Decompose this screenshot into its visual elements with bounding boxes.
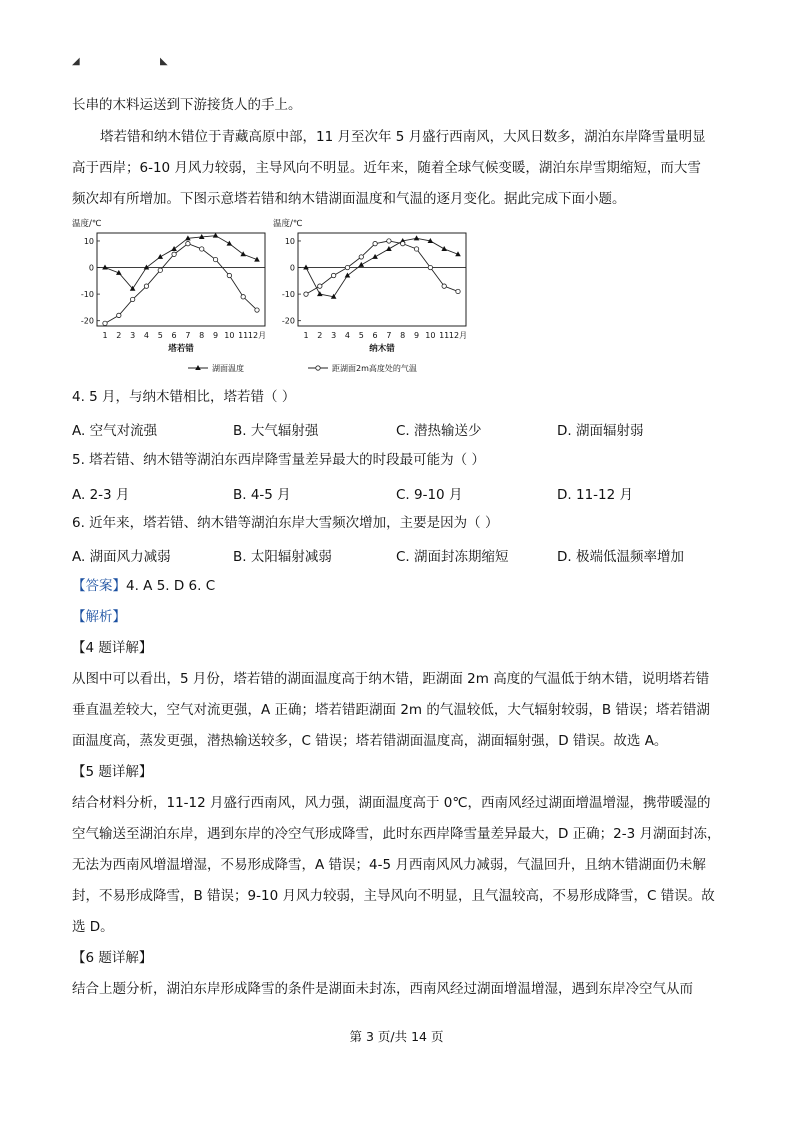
chart-1-series-1-point: [144, 265, 150, 270]
chart-1-series-2-point: [186, 241, 190, 245]
chart-1-series-1-point: [157, 254, 163, 259]
chart-2-series-2-point: [318, 284, 322, 288]
chart-2-ytick-label: -20: [281, 316, 295, 326]
temperature-figure: [70, 215, 490, 380]
chart-2-series-1-point: [345, 273, 351, 278]
chart-1-xtick-label: 2: [116, 331, 122, 340]
question-5-stem: 5. 塔若错、纳木错等湖泊东西岸降雪量差异最大的时段最可能为（ ）: [72, 452, 485, 468]
chart-1-xtick-label: 8: [199, 331, 205, 340]
chart-2-xtick-label: 11: [439, 331, 450, 340]
corner-mark-left: ◢: [72, 56, 80, 67]
chart-1-xtick-label: 11: [238, 331, 249, 340]
chart-1-ylabel: 温度/℃: [72, 219, 102, 229]
detail-5-line-2: 空气输送至湖泊东岸，遇到东岸的冷空气形成降雪，此时东西岸降雪量差异最大，D 正确；2-3 月湖面封冻，: [72, 826, 721, 842]
chart-1-xtick-label: 7: [185, 331, 191, 340]
detail-4-tag: 【4 题详解】: [72, 640, 153, 656]
q5-option-d: D. 11-12 月: [557, 487, 633, 503]
chart-2-series-2-point: [414, 247, 418, 251]
chart-1-series-2-point: [213, 257, 217, 261]
corner-mark-right: ◣: [160, 56, 168, 67]
legend-air-marker: [316, 366, 320, 370]
q6-option-a: A. 湖面风力减弱: [72, 549, 171, 565]
chart-2-ytick-label: 0: [289, 263, 295, 273]
q5-option-b: B. 4-5 月: [233, 487, 291, 503]
q5-option-a: A. 2-3 月: [72, 487, 130, 503]
chart-1-xtick-label: 10: [224, 331, 235, 340]
chart-2-series-2-point: [387, 239, 391, 243]
passage-line-2: 高于西岸；6-10 月风力较弱，主导风向不明显。近年来，随着全球气候变暖，湖泊东岸雪期缩短，而大雪: [72, 160, 701, 176]
passage-line-3: 频次却有所增加。下图示意塔若错和纳木错湖面温度和气温的逐月变化。据此完成下面小题。: [72, 191, 626, 207]
chart-2-xtick-label: 2: [317, 331, 323, 340]
chart-1-ytick-label: -10: [80, 290, 94, 300]
chart-1-series-2-point: [130, 297, 134, 301]
q4-option-a: A. 空气对流强: [72, 423, 158, 439]
question-4-stem: 4. 5 月，与纳木错相比，塔若错（ ）: [72, 389, 296, 405]
chart-2-xtick-label: 9: [413, 331, 420, 340]
chart-2-series-2-point: [456, 289, 460, 293]
detail-4-line-2: 垂直温差较大，空气对流更强，A 正确；塔若错距湖面 2m 的气温较低，大气辐射较弱，B 错误；塔若错湖: [72, 702, 710, 718]
q4-option-b: B. 大气辐射强: [233, 423, 319, 439]
q4-option-c: C. 潜热输送少: [396, 423, 482, 439]
detail-4-line-3: 面温度高，蒸发更强，潜热输送较多，C 错误；塔若错湖面温度高，湖面辐射强，D 错误。故选 A。: [72, 733, 668, 749]
chart-2-ytick-label: -10: [281, 290, 295, 300]
chart-2-series-2-point: [304, 292, 308, 296]
chart-2-series-1-point: [358, 262, 364, 267]
chart-2-title: 纳木错: [369, 344, 395, 354]
chart-1-series-1-point: [240, 251, 246, 256]
chart-2-xtick-label: 10: [425, 331, 436, 340]
chart-2-series-1-point: [441, 246, 447, 251]
chart-1-series-1-point: [171, 246, 177, 251]
q6-option-d: D. 极端低温频率增加: [557, 549, 684, 565]
chart-1-xtick-label: 9: [212, 331, 219, 340]
chart-1-xtick-label: 1: [102, 331, 108, 340]
chart-2-series-2-point: [359, 255, 363, 259]
q5-option-c: C. 9-10 月: [396, 487, 463, 503]
chart-2-series-2-point: [401, 241, 405, 245]
legend-lake-label: 湖面温度: [212, 364, 244, 373]
q6-option-c: C. 湖面封冻期缩短: [396, 549, 509, 565]
chart-1-xtick-label: 6: [171, 331, 177, 340]
detail-5-line-4: 封，不易形成降雪，B 错误；9-10 月风力较弱，主导风向不明显，且气温较高，不易形成降雪，C 错误。故: [72, 888, 715, 904]
chart-2-xtick-label: 6: [372, 331, 378, 340]
chart-1-series-2-point: [200, 247, 204, 251]
chart-2-series-1-point: [303, 265, 309, 270]
detail-6-tag: 【6 题详解】: [72, 950, 153, 966]
chart-1-series-2-point: [255, 308, 259, 312]
detail-5-tag: 【5 题详解】: [72, 764, 153, 780]
chart-2-xtick-label: 5: [358, 331, 364, 340]
intro-line: 长串的木料运送到下游接货人的手上。: [72, 97, 302, 113]
chart-2-xtick-label: 4: [344, 331, 351, 340]
chart-1-series-2-point: [117, 313, 121, 317]
answer-tag: 【答案】: [72, 578, 126, 594]
chart-1-xtick-label: 5: [157, 331, 163, 340]
page-footer: 第 3 页/共 14 页: [349, 1029, 444, 1044]
passage-line-1: 塔若错和纳木错位于青藏高原中部，11 月至次年 5 月盛行西南风，大风日数多，湖泊东岸降雪量明显: [100, 129, 706, 145]
detail-6-line-1: 结合上题分析，湖泊东岸形成降雪的条件是湖面未封冻，西南风经过湖面增温增湿，遇到东岸冷空气从而: [72, 981, 693, 997]
detail-4-line-1: 从图中可以看出，5 月份，塔若错的湖面温度高于纳木错，距湖面 2m 高度的气温低于纳木错，说明塔若错: [72, 671, 710, 687]
answer-line: [72, 571, 724, 602]
detail-5-line-5: 选 D。: [72, 919, 114, 935]
chart-2-series-1-point: [414, 235, 420, 240]
chart-2-xtick-label: 8: [400, 331, 406, 340]
chart-1-series-2-point: [241, 295, 245, 299]
chart-2-series-2-point: [345, 265, 349, 269]
chart-1-series-2-point: [158, 268, 162, 272]
chart-1-ytick-label: 0: [88, 263, 94, 273]
detail-5-line-1: 结合材料分析，11-12 月盛行西南风，风力强，湖面温度高于 0℃，西南风经过湖面增温增湿，携带暖湿的: [72, 795, 711, 811]
chart-2-xtick-label: 7: [386, 331, 392, 340]
chart-1-series-1-point: [227, 241, 233, 246]
chart-2-xtick-label: 12月: [448, 331, 468, 340]
q6-option-b: B. 太阳辐射减弱: [233, 549, 332, 565]
chart-1-title: 塔若错: [168, 344, 194, 354]
chart-2-series-2-point: [373, 241, 377, 245]
chart-1-series-2-point: [144, 284, 148, 288]
analysis-tag: 【解析】: [72, 609, 126, 625]
legend-air-label: 距湖面2m高度处的气温: [332, 364, 417, 373]
chart-2-series-2-point: [428, 265, 432, 269]
chart-2-ytick-label: 10: [284, 236, 295, 246]
chart-2-xtick-label: 1: [303, 331, 309, 340]
chart-2-series-1-point: [386, 246, 392, 251]
answer-text: 4. A 5. D 6. C: [126, 578, 216, 594]
chart-1-series-2-point: [227, 273, 231, 277]
chart-2-series-2-point: [442, 284, 446, 288]
chart-2-series-1-point: [317, 291, 323, 296]
legend-lake-marker: [195, 365, 201, 370]
chart-1-ytick-label: -20: [80, 316, 94, 326]
chart-1-xtick-label: 4: [143, 331, 150, 340]
chart-2-series-2-point: [331, 273, 335, 277]
chart-1-ytick-label: 10: [83, 236, 94, 246]
chart-2-xtick-label: 3: [331, 331, 337, 340]
chart-1-series-1-line: [105, 236, 257, 289]
detail-5-line-3: 无法为西南风增温增湿，不易形成降雪，A 错误；4-5 月西南风风力减弱，气温回升，且纳木错湖面仍未解: [72, 857, 706, 873]
chart-1-series-1-point: [102, 265, 108, 270]
q4-option-d: D. 湖面辐射弱: [557, 423, 644, 439]
chart-2-series-1-point: [372, 254, 378, 259]
chart-1-xtick-label: 12月: [247, 331, 267, 340]
chart-2-ylabel: 温度/℃: [273, 219, 303, 229]
chart-1-series-2-point: [172, 252, 176, 256]
chart-1-series-2-point: [103, 321, 107, 325]
chart-1-xtick-label: 3: [130, 331, 136, 340]
question-6-stem: 6. 近年来，塔若错、纳木错等湖泊东岸大雪频次增加，主要是因为（ ）: [72, 515, 499, 531]
